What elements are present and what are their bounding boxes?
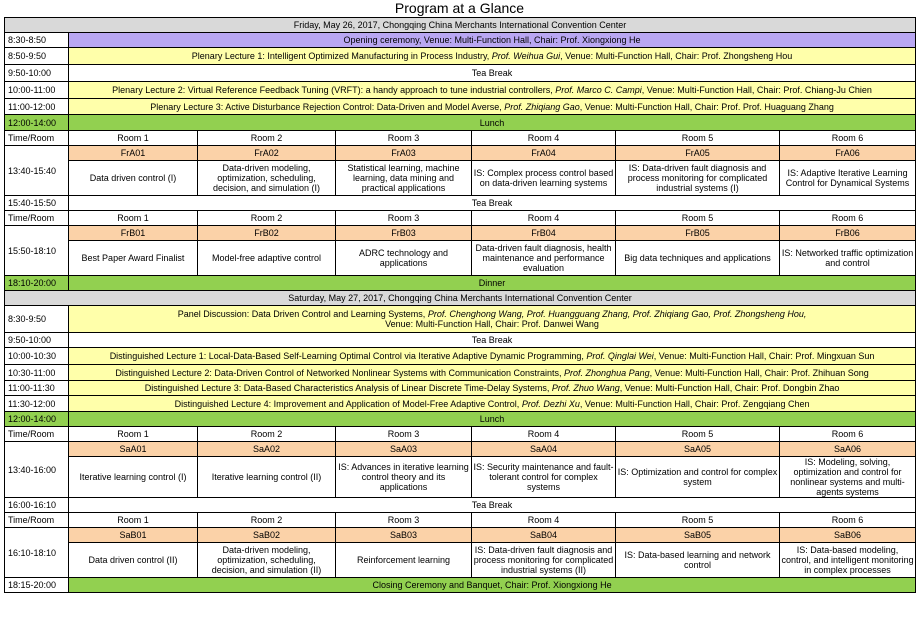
lunch: Lunch: [69, 115, 916, 131]
session-topic: Big data techniques and applications: [616, 241, 780, 276]
session-topic: Best Paper Award Finalist: [69, 241, 198, 276]
room-header: Room 5: [616, 427, 780, 442]
room-header: Room 1: [69, 211, 198, 226]
session-code: SaA02: [198, 442, 336, 457]
distinguished-lecture-2: Distinguished Lecture 2: Data-Driven Control of Networked Nonlinear Systems with Communication Constraints, Prof. Zhonghua Pang, Venue: Multi-Function Hall, Chair: Prof. Zhihuan Song: [69, 365, 916, 381]
session-topic: Iterative learning control (II): [198, 457, 336, 498]
session-code: FrB01: [69, 226, 198, 241]
room-header: Room 1: [69, 427, 198, 442]
plenary-lecture-1: Plenary Lecture 1: Intelligent Optimized Manufacturing in Process Industry, Prof. Weihua Gui, Venue: Multi-Function Hall, Chair: Prof. Zhongsheng Hou: [69, 48, 916, 65]
time-cell: 8:50-9:50: [5, 48, 69, 65]
time-cell: 11:30-12:00: [5, 396, 69, 412]
session-topic: IS: Optimization and control for complex system: [616, 457, 780, 498]
session-code: SaB03: [336, 528, 472, 543]
session-topic: IS: Data-based modeling, control, and intelligent monitoring in complex processes: [780, 543, 916, 578]
room-header: Room 3: [336, 211, 472, 226]
session-topic: Reinforcement learning: [336, 543, 472, 578]
session-topic: IS: Advances in iterative learning control theory and its applications: [336, 457, 472, 498]
session-topic: IS: Modeling, solving, optimization and control for nonlinear systems and multi-agents systems: [780, 457, 916, 498]
session-code: FrA04: [472, 146, 616, 161]
room-header: Room 5: [616, 211, 780, 226]
session-code: FrA03: [336, 146, 472, 161]
session-code: FrB05: [616, 226, 780, 241]
session-code: FrA02: [198, 146, 336, 161]
time-cell: 15:40-15:50: [5, 196, 69, 211]
time-cell: 8:30-8:50: [5, 33, 69, 48]
room-header: Room 6: [780, 211, 916, 226]
opening-ceremony: Opening ceremony, Venue: Multi-Function Hall, Chair: Prof. Xiongxiong He: [69, 33, 916, 48]
room-header: Room 4: [472, 131, 616, 146]
distinguished-lecture-4: Distinguished Lecture 4: Improvement and Application of Model-Free Adaptive Control, Prof. Dezhi Xu, Venue: Multi-Function Hall, Chair: Prof. Zengqiang Chen: [69, 396, 916, 412]
room-header: Room 2: [198, 211, 336, 226]
session-code: SaB04: [472, 528, 616, 543]
plenary-lecture-2: Plenary Lecture 2: Virtual Reference Feedback Tuning (VRFT): a handy approach to tune industrial controllers, Prof. Marco C. Campi, Venue: Multi-Function Hall, Chair: Prof. Chiang-Ju Chien: [69, 82, 916, 99]
room-header: Room 5: [616, 513, 780, 528]
time-cell: 9:50-10:00: [5, 333, 69, 348]
time-cell: 10:00-10:30: [5, 348, 69, 365]
room-header: Room 4: [472, 211, 616, 226]
session-code: FrA05: [616, 146, 780, 161]
session-code: SaA05: [616, 442, 780, 457]
session-topic: Data-driven modeling, optimization, scheduling, decision, and simulation (I): [198, 161, 336, 196]
tea-break: Tea Break: [69, 333, 916, 348]
page-title: Program at a Glance: [394, 0, 525, 16]
time-cell: 18:15-20:00: [5, 578, 69, 593]
session-topic: Data-driven modeling, optimization, scheduling, decision, and simulation (II): [198, 543, 336, 578]
session-code: SaA01: [69, 442, 198, 457]
session-topic: Data driven control (II): [69, 543, 198, 578]
distinguished-lecture-1: Distinguished Lecture 1: Local-Data-Based Self-Learning Optimal Control via Iterative Adaptive Dynamic Programming, Prof. Qinglai Wei, Venue: Multi-Function Hall, Chair: Prof. Mingxuan Sun: [69, 348, 916, 365]
session-topic: IS: Complex process control based on data-driven learning systems: [472, 161, 616, 196]
room-header: Room 3: [336, 427, 472, 442]
program-table: [4, 17, 916, 593]
room-header: Room 4: [472, 513, 616, 528]
session-code: FrB03: [336, 226, 472, 241]
room-header: Room 2: [198, 427, 336, 442]
session-topic: Statistical learning, machine learning, data mining and practical applications: [336, 161, 472, 196]
session-topic: IS: Networked traffic optimization and control: [780, 241, 916, 276]
session-code: SaB05: [616, 528, 780, 543]
session-topic: Iterative learning control (I): [69, 457, 198, 498]
time-cell: 15:50-18:10: [5, 226, 69, 276]
time-cell: 16:10-18:10: [5, 528, 69, 578]
time-cell: 16:00-16:10: [5, 498, 69, 513]
session-topic: Data driven control (I): [69, 161, 198, 196]
session-topic: Model-free adaptive control: [198, 241, 336, 276]
room-header: Room 2: [198, 131, 336, 146]
time-cell: 13:40-16:00: [5, 442, 69, 498]
dinner: Dinner: [69, 276, 916, 291]
tea-break: Tea Break: [69, 196, 916, 211]
room-header: Room 6: [780, 131, 916, 146]
panel-discussion: Panel Discussion: Data Driven Control and Learning Systems, Prof. Chenghong Wang, Prof. Huangguang Zhang, Prof. Zhiqiang Gao, Prof. Zhongsheng Hou, Venue: Multi-Function Hall, Chair: Prof. Danwei Wang: [69, 306, 916, 333]
time-room-label: Time/Room: [5, 427, 69, 442]
time-cell: 11:00-11:30: [5, 381, 69, 396]
room-header: Room 3: [336, 131, 472, 146]
session-code: FrB02: [198, 226, 336, 241]
time-cell: 13:40-15:40: [5, 146, 69, 196]
session-code: SaA06: [780, 442, 916, 457]
time-room-label: Time/Room: [5, 513, 69, 528]
time-room-label: Time/Room: [5, 131, 69, 146]
session-topic: IS: Data-driven fault diagnosis and process monitoring for complicated industrial systems (I): [616, 161, 780, 196]
session-code: SaB01: [69, 528, 198, 543]
session-topic: IS: Data-based learning and network control: [616, 543, 780, 578]
time-cell: 8:30-9:50: [5, 306, 69, 333]
session-code: FrB04: [472, 226, 616, 241]
time-cell: 12:00-14:00: [5, 412, 69, 427]
time-cell: 10:30-11:00: [5, 365, 69, 381]
session-code: FrA06: [780, 146, 916, 161]
session-topic: IS: Adaptive Iterative Learning Control for Dynamical Systems: [780, 161, 916, 196]
plenary-lecture-3: Plenary Lecture 3: Active Disturbance Rejection Control: Data-Driven and Model Averse, Prof. Zhiqiang Gao, Venue: Multi-Function Hall, Chair: Prof. Prof. Huaguang Zhang: [69, 99, 916, 115]
session-code: SaB06: [780, 528, 916, 543]
session-topic: Data-driven fault diagnosis, health maintenance and performance evaluation: [472, 241, 616, 276]
time-cell: 11:00-12:00: [5, 99, 69, 115]
session-topic: ADRC technology and applications: [336, 241, 472, 276]
session-code: SaB02: [198, 528, 336, 543]
session-code: SaA03: [336, 442, 472, 457]
session-topic: IS: Data-driven fault diagnosis and process monitoring for complicated industrial systems (II): [472, 543, 616, 578]
day-header: Saturday, May 27, 2017, Chongqing China Merchants International Convention Center: [5, 291, 916, 306]
room-header: Room 6: [780, 427, 916, 442]
time-cell: 18:10-20:00: [5, 276, 69, 291]
session-topic: IS: Security maintenance and fault-tolerant control for complex systems: [472, 457, 616, 498]
time-cell: 9:50-10:00: [5, 65, 69, 82]
room-header: Room 5: [616, 131, 780, 146]
session-code: FrA01: [69, 146, 198, 161]
closing-ceremony: Closing Ceremony and Banquet, Chair: Prof. Xiongxiong He: [69, 578, 916, 593]
distinguished-lecture-3: Distinguished Lecture 3: Data-Based Characteristics Analysis of Linear Discrete Time-Delay Systems, Prof. Zhuo Wang, Venue: Multi-Function Hall, Chair: Prof. Dongbin Zhao: [69, 381, 916, 396]
tea-break: Tea Break: [69, 498, 916, 513]
time-cell: 10:00-11:00: [5, 82, 69, 99]
session-code: FrB06: [780, 226, 916, 241]
session-code: SaA04: [472, 442, 616, 457]
room-header: Room 3: [336, 513, 472, 528]
lunch: Lunch: [69, 412, 916, 427]
time-room-label: Time/Room: [5, 211, 69, 226]
tea-break: Tea Break: [69, 65, 916, 82]
room-header: Room 6: [780, 513, 916, 528]
room-header: Room 1: [69, 131, 198, 146]
room-header: Room 1: [69, 513, 198, 528]
room-header: Room 4: [472, 427, 616, 442]
room-header: Room 2: [198, 513, 336, 528]
time-cell: 12:00-14:00: [5, 115, 69, 131]
day-header: Friday, May 26, 2017, Chongqing China Merchants International Convention Center: [5, 18, 916, 33]
